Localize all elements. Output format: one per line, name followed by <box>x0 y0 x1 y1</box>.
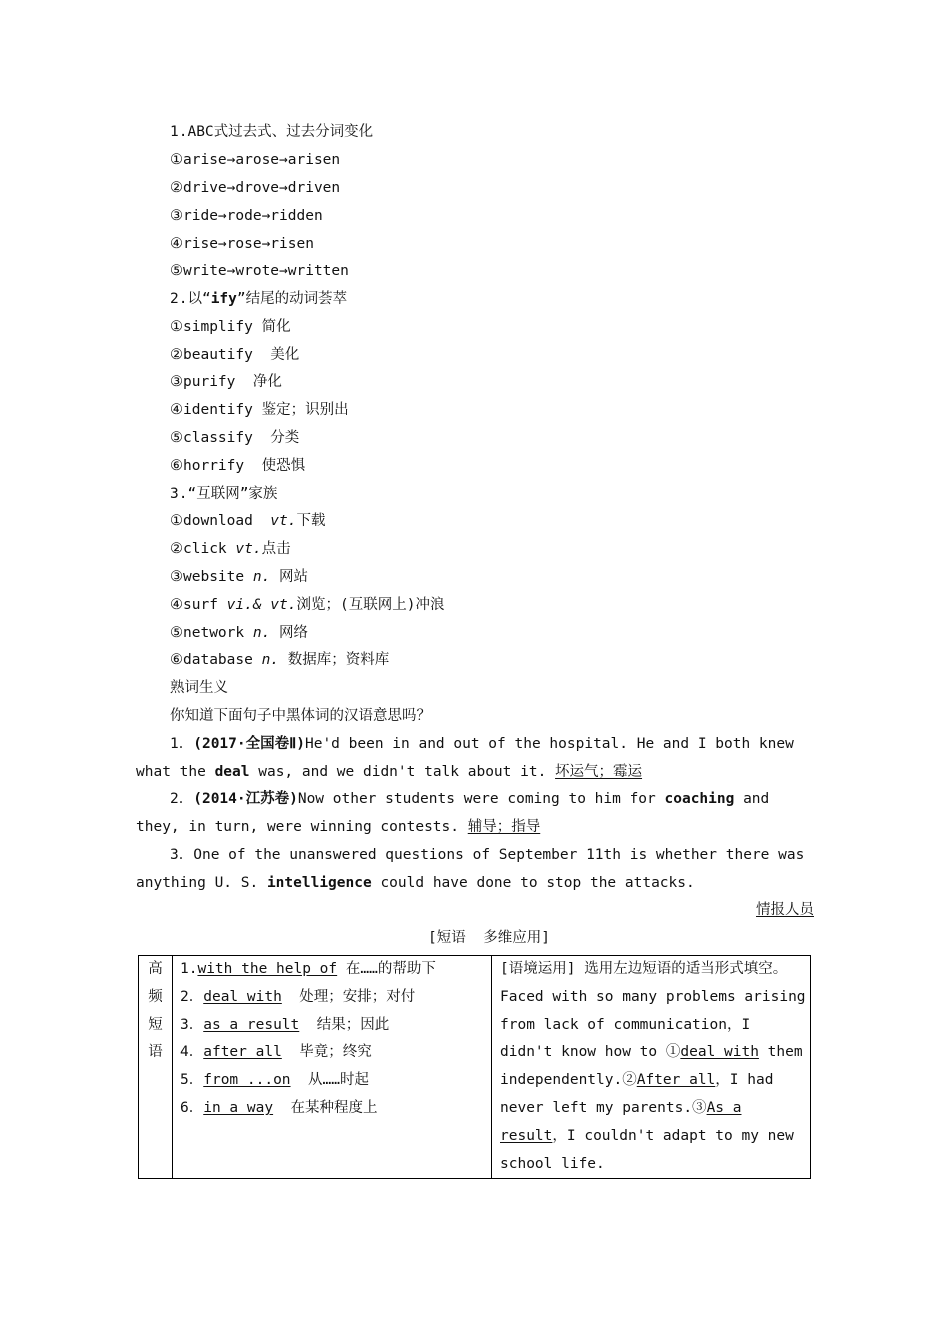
internet-word-item: ①download vt.下载 <box>170 513 326 529</box>
section-3-title: 3.“互联网”家族 <box>170 486 278 502</box>
familiar-words-title: 熟词生义 <box>170 680 228 696</box>
blank-answer-1: deal with <box>680 1044 759 1061</box>
ify-verb-item: ⑥horrify 使恐惧 <box>170 458 306 474</box>
internet-word-item: ④surf vi.& vt.浏览；(互联网上)冲浪 <box>170 597 445 613</box>
ify-verb-item: ②beautify 美化 <box>170 347 300 363</box>
phrase-list <box>173 956 492 1179</box>
phrase-item: 3．as a result 结果；因此 <box>180 1016 390 1033</box>
ify-verb-item: ③purify 净化 <box>170 374 282 390</box>
verb-forms-item: ③ride→rode→ridden <box>170 208 323 224</box>
phrase-item: 4．after all 毕竟；终究 <box>180 1044 372 1061</box>
internet-word-item: ⑤network n. 网络 <box>170 625 309 641</box>
verb-forms-item: ⑤write→wrote→written <box>170 263 349 279</box>
blank-answer-3: As a result <box>500 1099 742 1144</box>
internet-word-item: ⑥database n. 数据库；资料库 <box>170 652 390 668</box>
high-frequency-label: 高 频 短 语 <box>139 956 173 1179</box>
section-2-title: 2.以“ify”结尾的动词荟萃 <box>170 291 348 307</box>
phrase-item: 6．in a way 在某种程度上 <box>180 1099 378 1116</box>
question-2-line-2: they, in turn, were winning contests. 辅导；指导 <box>136 819 541 835</box>
phrase-item: 1.with the help of 在……的帮助下 <box>180 961 436 977</box>
ify-verb-item: ④identify 鉴定；识别出 <box>170 402 349 418</box>
internet-word-item: ②click vt.点击 <box>170 541 291 557</box>
familiar-words-prompt: 你知道下面句子中黑体词的汉语意思吗？ <box>170 708 431 724</box>
verb-forms-item: ①arise→arose→arisen <box>170 152 341 168</box>
question-3-line-1: 3．One of the unanswered questions of September 11th is whether there was <box>170 847 805 863</box>
phrase-item: 2．deal with 处理；安排；对付 <box>180 988 416 1005</box>
phrases-table <box>138 955 811 1179</box>
question-1-line-1: 1．(2017·全国卷Ⅱ)He'd been in and out of the hospital. He and I both knew <box>170 736 794 752</box>
context-exercise <box>492 956 811 1179</box>
context-passage: Faced with so many problems arising from lack of communication，I didn't know how to ①deal with them independently.②After all，I had never left my parents.③As a result，I couldn't adapt to my new school life. <box>500 988 806 1172</box>
verb-forms-item: ②drive→drove→driven <box>170 180 341 196</box>
answer-3: 情报人员 <box>756 902 814 918</box>
ify-verb-item: ①simplify 简化 <box>170 319 291 335</box>
question-2-line-1: 2．(2014·江苏卷)Now other students were coming to him for coaching and <box>170 791 770 807</box>
section-1-title: 1.ABC式过去式、过去分词变化 <box>170 124 374 140</box>
phrase-item: 5．from ...on 从……时起 <box>180 1072 369 1089</box>
question-1-line-2: what the deal was, and we didn't talk about it. 坏运气；霉运 <box>136 764 643 780</box>
question-3-line-2: anything U. S. intelligence could have done to stop the attacks. <box>136 875 695 891</box>
ify-verb-item: ⑤classify 分类 <box>170 430 300 446</box>
answer-1: 坏运气；霉运 <box>555 764 643 780</box>
blank-answer-2: After all <box>636 1072 716 1089</box>
internet-word-item: ③website n. 网站 <box>170 569 309 585</box>
context-instruction: [语境运用] 选用左边短语的适当形式填空。 <box>500 961 788 977</box>
phrases-heading: [短语 多维应用] <box>428 930 550 946</box>
verb-forms-item: ④rise→rose→risen <box>170 236 314 252</box>
answer-2: 辅导；指导 <box>467 819 541 835</box>
